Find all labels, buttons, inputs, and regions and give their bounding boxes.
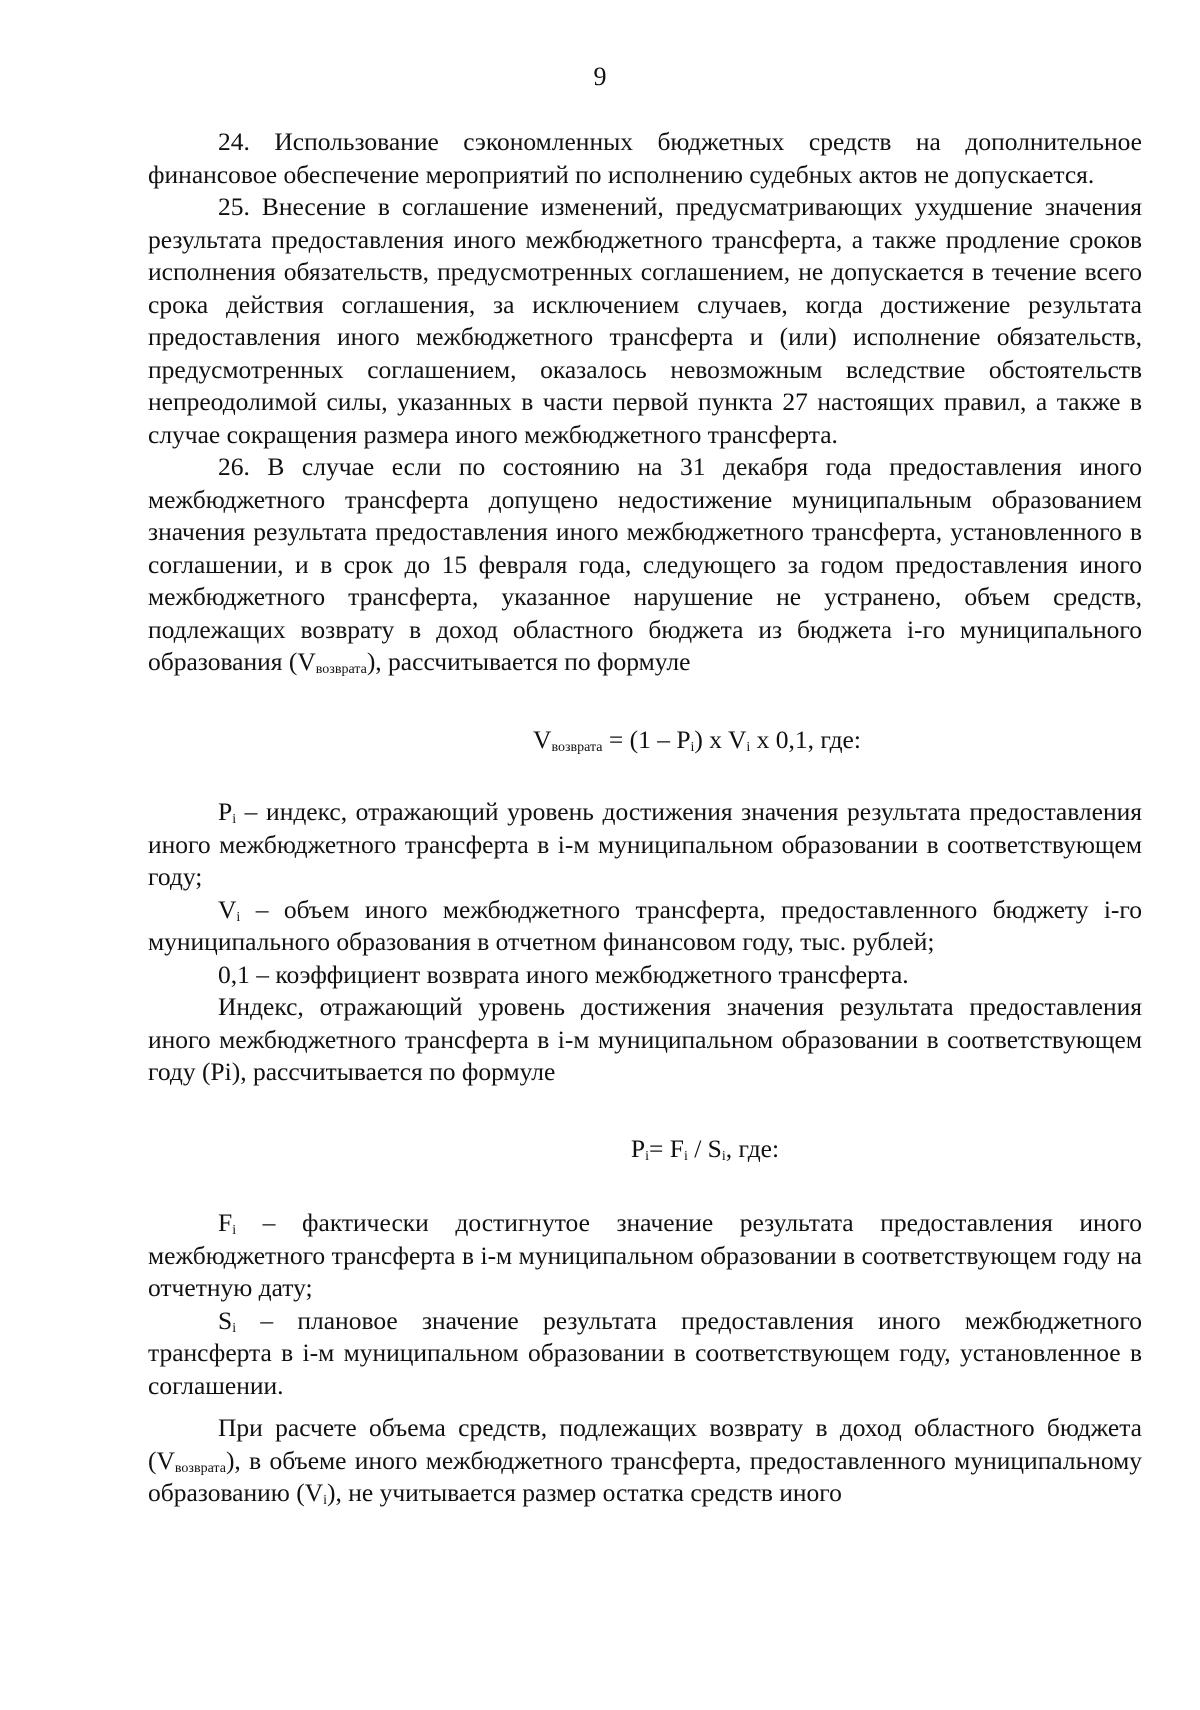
document-body <box>148 126 1142 1510</box>
note-text: При расчете объема средств, подлежащих возврату в доход областного бюджета (V <box>148 1413 1142 1475</box>
formula-v-subscript: возврата <box>551 739 603 755</box>
formula-s-subscript: i <box>721 1148 726 1164</box>
formula-p-subscript: i <box>690 739 695 755</box>
definition-pi <box>148 796 1142 894</box>
formula-part: / S <box>687 1133 722 1163</box>
symbol: S <box>218 1305 233 1335</box>
index-formula <box>148 1133 1142 1166</box>
return-volume-formula <box>148 724 1142 757</box>
formula-p-subscript: i <box>645 1148 649 1164</box>
definition-text: – индекс, отражающий уровень достижения значения результата предоставления иного межбюджетного трансферта в i-м муниципальном образовании в соответствующем году; <box>148 797 1142 891</box>
symbol-subscript: i <box>236 909 241 925</box>
symbol-subscript: i <box>232 1223 237 1238</box>
definition-coefficient: 0,1 – коэффициент возврата иного межбюджетного трансферта. <box>218 959 909 989</box>
paragraph-26-text: 26. В случае если по состоянию на 31 декабря года предоставления иного межбюджетного трансферта допущено недостижение муниципальным образованием значения результата предоставления иного межбюджетного трансферта, установленного в соглашении, и в срок до 15 февраля года, следующего за годом предоставления иного межбюджетного трансферта, указанное нарушение не устранено, объем средств, подлежащих возврату в доход областного бюджета из бюджета i-го муниципального образования (V <box>148 452 1142 676</box>
definition-text: – плановое значение результата предоставления иного межбюджетного трансферта в i-м муниципальном образовании в соответствующем году, установленное в соглашении. <box>148 1305 1142 1400</box>
paragraph-25: 25. Внесение в соглашение изменений, предусматривающих ухудшение значения результата предоставления иного межбюджетного трансферта, а также продление сроков исполнения обязательств, предусмотренных соглашением, не допускается в течение всего срока действия соглашения, за исключением случаев, когда достижение результата предоставления иного межбюджетного трансферта и (или) исполнение обязательств, предусмотренных соглашением, оказалось невозможным вследствие обстоятельств непреодолимой силы, указанных в части первой пункта 27 настоящих правил, а также в случае сокращения размера иного межбюджетного трансферта. <box>148 192 1142 449</box>
symbol: V <box>218 894 237 924</box>
paragraph-26-tail: ), рассчитывается по формуле <box>366 647 691 676</box>
note-subscript: возврата <box>174 1460 226 1476</box>
formula-p: P <box>630 1133 646 1163</box>
formula-vi-subscript: i <box>746 739 751 755</box>
note-text: ), в объеме иного межбюджетного трансферта, предоставленного муниципальному образованию (V <box>148 1445 1142 1507</box>
formula-f-subscript: i <box>683 1148 688 1164</box>
symbol: P <box>218 797 233 826</box>
paragraph-calculation-note <box>148 1412 1142 1510</box>
formula-part: = (1 – P <box>602 724 691 754</box>
definition-text: – фактически достигнутое значение результата предоставления иного межбюджетного трансферта в i-м муниципальном образовании в соответствующем году на отчетную дату; <box>148 1208 1142 1302</box>
paragraph-26 <box>148 451 1142 679</box>
formula-end: x 0,1, где: <box>750 724 861 754</box>
formula-end: , где: <box>725 1133 780 1163</box>
symbol-subscript: i <box>232 812 237 827</box>
paragraph-24: 24. Использование сэкономленных бюджетных средств на дополнительное финансовое обеспечение мероприятий по исполнению судебных актов не допускается. <box>148 127 1142 189</box>
symbol: F <box>218 1208 233 1237</box>
symbol-subscript: i <box>232 1320 237 1336</box>
formula-part: ) x V <box>694 724 747 754</box>
definition-si <box>148 1305 1142 1403</box>
definition-vi <box>148 894 1142 959</box>
paragraph-index: Индекс, отражающий уровень достижения значения результата предоставления иного межбюджетного трансферта в i-м муниципальном образовании в соответствующем году (Pi), рассчитывается по формуле <box>148 992 1142 1086</box>
formula-v: V <box>533 724 552 754</box>
page-number: 9 <box>593 62 607 91</box>
formula-part: = F <box>648 1133 684 1163</box>
note-text: ), не учитывается размер остатка средств иного <box>327 1478 842 1507</box>
definition-text: – объем иного межбюджетного трансферта, предоставленного бюджету i-го муниципального образования в отчетном финансовом году, тыс. рублей; <box>148 894 1142 956</box>
note-subscript: i <box>323 1493 328 1508</box>
v-return-subscript: возврата <box>315 662 367 677</box>
definition-fi <box>148 1207 1142 1305</box>
